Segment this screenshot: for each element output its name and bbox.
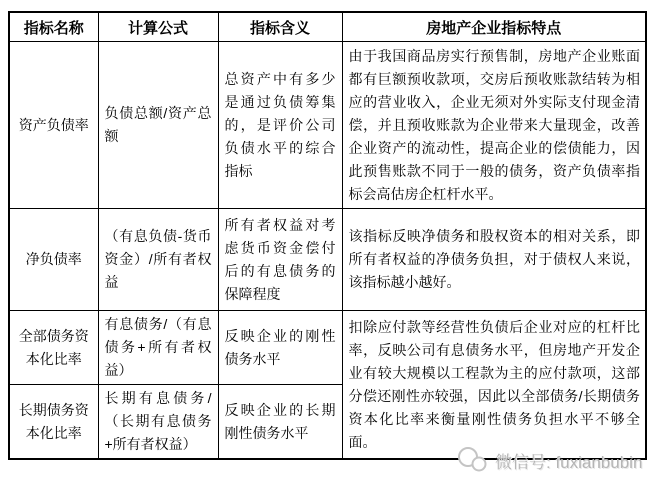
cell-indicator-name: 净负债率 bbox=[9, 209, 98, 311]
cell-formula: 长期有息债务/（长期有息债务+所有者权益） bbox=[98, 385, 218, 460]
table-header-row bbox=[9, 12, 646, 42]
column-header-formula: 计算公式 bbox=[98, 12, 218, 42]
cell-indicator-name: 资产负债率 bbox=[9, 42, 98, 209]
table-row-asset-liability-ratio bbox=[9, 42, 646, 209]
watermark bbox=[456, 446, 642, 474]
column-header-indicator-name: 指标名称 bbox=[9, 12, 98, 42]
column-header-feature: 房地产企业指标特点 bbox=[342, 12, 646, 42]
cell-meaning: 反映企业的长期刚性债务水平 bbox=[218, 385, 342, 460]
cell-indicator-name: 长期债务资本化比率 bbox=[9, 385, 98, 460]
table-row-total-debt-capitalization-ratio bbox=[9, 311, 646, 385]
cell-feature: 由于我国商品房实行预售制，房地产企业账面都有巨额预收款项，交房后预收账款结转为相应的营业收入，企业无须对外实际支付现金清偿，并且预收账款为企业带来大量现金，改善企业资产的流动性，提高企业的偿债能力，因此预售账款不同于一般的债务，资产负债率指标会高估房企杠杆水平。 bbox=[342, 42, 646, 209]
wechat-icon bbox=[456, 446, 490, 474]
cell-formula: 有息债务/（有息债务+所有者权益） bbox=[98, 311, 218, 385]
cell-feature-merged: 扣除应付款等经营性负债后企业对应的杠杆比率，反映公司有息债务水平，但房地产开发企业有较大规模以工程款为主的应付款项，这部分偿还刚性亦较强，因此以全部债务/长期债务资本化比率来衡量刚性债务负担水平不够全面。 bbox=[342, 311, 646, 460]
indicator-table bbox=[8, 11, 647, 460]
cell-meaning: 反映企业的刚性债务水平 bbox=[218, 311, 342, 385]
cell-formula: （有息负债-货币资金）/所有者权益 bbox=[98, 209, 218, 311]
column-header-meaning: 指标含义 bbox=[218, 12, 342, 42]
cell-indicator-name: 全部债务资本化比率 bbox=[9, 311, 98, 385]
cell-meaning: 总资产中有多少是通过负债筹集的，是评价公司负债水平的综合指标 bbox=[218, 42, 342, 209]
cell-formula: 负债总额/资产总额 bbox=[98, 42, 218, 209]
cell-feature: 该指标反映净债务和股权资本的相对关系，即所有者权益的净债务负担，对于债权人来说，该指标越小越好。 bbox=[342, 209, 646, 311]
table-row-net-debt-ratio bbox=[9, 209, 646, 311]
indicator-table-wrap bbox=[8, 11, 647, 460]
watermark-label: 微信号: fuxianbubin bbox=[495, 452, 643, 472]
cell-meaning: 所有者权益对考虑货币资金偿付后的有息债务的保障程度 bbox=[218, 209, 342, 311]
